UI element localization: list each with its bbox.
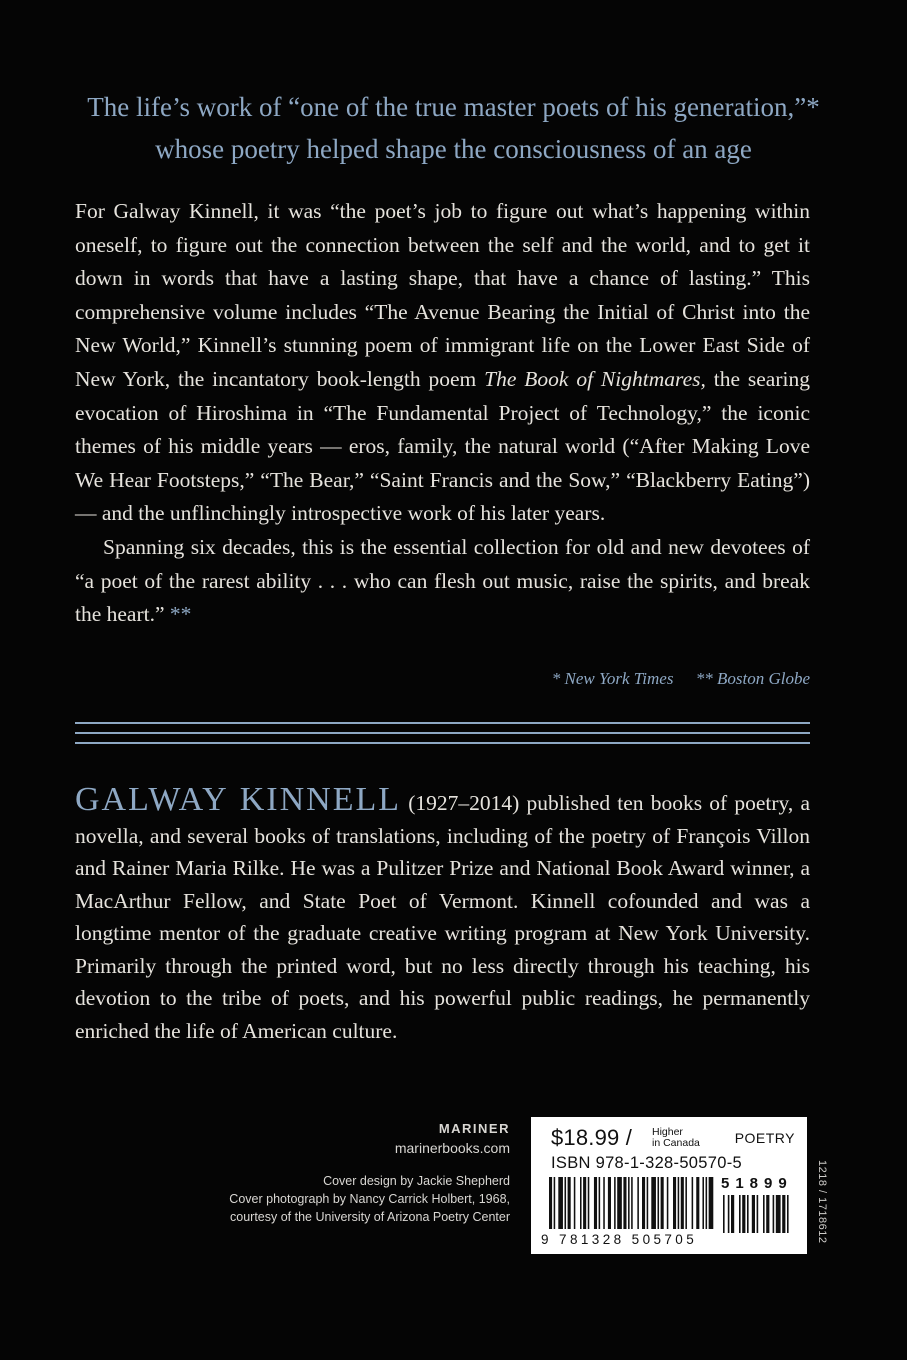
- addon-digits: 51899: [721, 1175, 793, 1192]
- cover-photo-credit-2: courtesy of the University of Arizona Poetry Center: [230, 1210, 510, 1224]
- quote-attributions: [75, 669, 810, 689]
- publisher-credits: [90, 1120, 510, 1226]
- bio-text: (1927–2014) published ten books of poetry, a novella, and several books of translations, including of the poetry of François Villon and Rainer Maria Rilke. He was a Pulitzer Prize and National Book Award winner, a MacArthur Fellow, and State Poet of Vermont. Kinnell cofounded and was a longtime mentor of the graduate creative writing program at New York University. Primarily through the printed word, but no less directly through his teaching, his devotion to the tribe of poets, and his powerful public readings, he permanently enriched the life of American culture.: [75, 791, 810, 1043]
- isbn: ISBN 978-1-328-50570-5: [551, 1154, 742, 1172]
- category-label: POETRY: [734, 1130, 795, 1146]
- description-paragraph-1: [75, 195, 810, 531]
- description-text-c: Spanning six decades, this is the essential collection for old and new devotees of “a poet of the rarest ability . . . who can flesh out music, raise the spirits, and break the heart.”: [75, 534, 810, 627]
- price-note: [652, 1127, 712, 1149]
- headline: [60, 86, 847, 170]
- footnote-stars: **: [169, 602, 192, 627]
- ean-digits: 9 781328 505705: [541, 1232, 698, 1247]
- divider-rule-1: [75, 722, 810, 724]
- headline-line-2: whose poetry helped shape the consciousness of an age: [155, 134, 752, 164]
- attribution-boston-globe: ** Boston Globe: [695, 669, 810, 688]
- attribution-new-york-times: * New York Times: [551, 669, 674, 688]
- price-note-line-2: in Canada: [652, 1137, 700, 1149]
- book-title-mention: The Book of Nightmares,: [484, 366, 706, 391]
- cover-photo-credit-1: Cover photograph by Nancy Carrick Holbert, 1968,: [229, 1192, 510, 1206]
- headline-line-1: The life’s work of “one of the true master poets of his generation,”*: [87, 92, 820, 122]
- price: $18.99 /: [551, 1125, 633, 1150]
- description-text-a: For Galway Kinnell, it was “the poet’s job to figure out what’s happening within oneself, to figure out the connection between the self and the world, and to get it down in words that have a lasting shape, that have a chance of lasting.” This comprehensive volume includes “The Avenue Bearing the Initial of Christ into the New World,” Kinnell’s stunning poem of immigrant life on the Lower East Side of New York, the incantatory book-length poem: [75, 199, 810, 391]
- author-name: GALWAY KINNELL: [75, 781, 402, 818]
- vertical-print-code: 1218 / 1718612: [816, 1160, 828, 1244]
- book-description: [75, 195, 810, 632]
- price-note-line-1: Higher: [652, 1126, 683, 1138]
- author-bio: [75, 781, 810, 1047]
- divider-rule-2: [75, 732, 810, 734]
- barcode-box: [531, 1117, 807, 1254]
- publisher-website: marinerbooks.com: [394, 1140, 510, 1156]
- cover-design-credit: Cover design by Jackie Shepherd: [323, 1174, 510, 1188]
- description-paragraph-2: [75, 531, 810, 632]
- divider-rule-3: [75, 742, 810, 744]
- description-text-b: the searing evocation of Hiroshima in “The Fundamental Project of Technology,” the iconic themes of his middle years — eros, family, the natural world (“After Making Love We Hear Footsteps,” “The Bear,” “Saint Francis and the Sow,” “Blackberry Eating”) — and the unflinchingly introspective work of his later years.: [75, 366, 810, 526]
- publisher-logo: MARINER: [438, 1121, 510, 1136]
